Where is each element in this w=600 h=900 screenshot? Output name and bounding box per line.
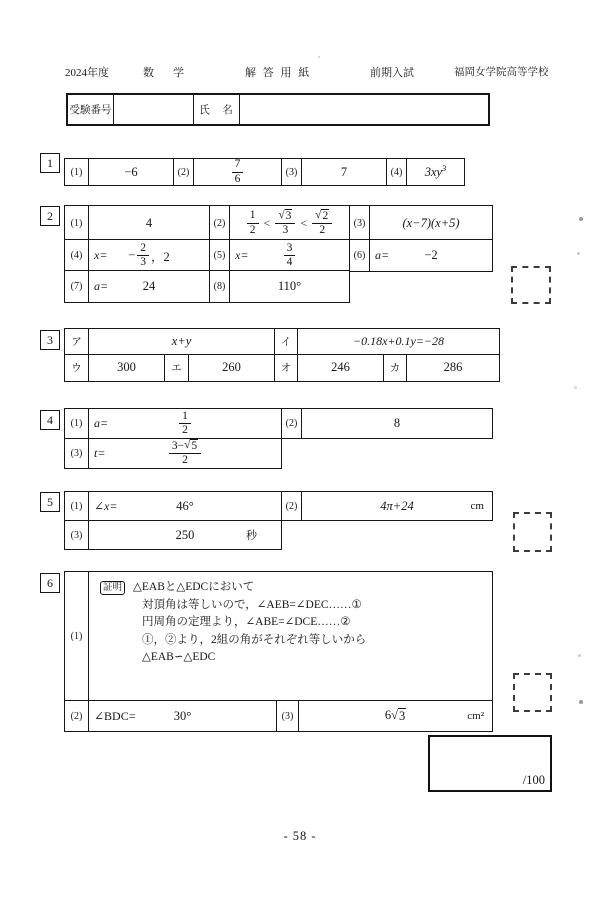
exam-number-label: 受験番号 [68, 95, 114, 124]
s6-q3-label: (3) [276, 701, 298, 731]
score-denominator: /100 [522, 773, 545, 787]
radical-sign: √ [391, 708, 398, 722]
fraction [284, 242, 296, 269]
s1-q1-answer: −6 [88, 159, 173, 185]
s3-d-label: エ [164, 355, 188, 381]
s3-c-answer: 300 [88, 355, 164, 381]
name-field [240, 95, 488, 124]
section-1-marker: 1 [40, 153, 60, 173]
s6-q1-proof [88, 572, 492, 700]
radicand: 5 [191, 439, 198, 452]
s2-q2-label: (2) [209, 206, 229, 240]
answer-value: 24 [142, 279, 156, 293]
section-4-row-1 [64, 408, 493, 439]
name-label: 氏 名 [194, 95, 240, 124]
section-6-marker: 6 [40, 573, 60, 593]
fraction [179, 410, 191, 437]
s4-q1-answer [88, 409, 281, 438]
answer-value [385, 708, 406, 724]
radicand: 3 [398, 709, 406, 723]
s2-q7-answer [88, 271, 209, 302]
answer-prefix: ∠BDC= [94, 708, 136, 723]
s2-q1-answer: 4 [88, 206, 209, 240]
s1-q1-label: (1) [70, 166, 83, 178]
proof-line: △EAB∽△EDC [142, 651, 216, 663]
s5-q3-answer [88, 521, 281, 549]
s6-q1-label: (1) [70, 630, 83, 642]
square-root [278, 209, 292, 223]
s3-e-answer: 246 [297, 355, 383, 381]
square-root [184, 439, 198, 453]
s1-q4-answer [406, 159, 464, 185]
s6-q2-answer [88, 701, 276, 731]
section-5-row-1 [64, 491, 493, 521]
s5-q2-answer [301, 492, 492, 520]
s2-q8-label: (8) [209, 271, 229, 302]
s2-q7-label: (7) [70, 281, 83, 292]
fraction-numerator [169, 439, 201, 454]
s6-q2-label: (2) [70, 710, 83, 722]
section-2-row-3 [64, 270, 350, 303]
answer-value: 30° [173, 708, 192, 723]
unit-label: 秒 [246, 530, 257, 542]
section-2-row-1 [64, 205, 493, 241]
s4-q3-label: (3) [70, 447, 83, 459]
s3-f-label: カ [383, 355, 406, 381]
answer-tail: ，2 [151, 249, 170, 264]
scan-speck [578, 654, 581, 657]
minus-sign: − [128, 248, 136, 262]
stamp-box-dashed [511, 266, 551, 304]
s2-q5-answer [229, 240, 349, 271]
s5-q3-label: (3) [70, 529, 83, 541]
fraction-numerator [312, 209, 332, 224]
radicand: 2 [322, 209, 329, 222]
s3-e-label: オ [274, 355, 297, 381]
scan-speck [318, 56, 320, 58]
section-3-row-1 [64, 328, 500, 355]
header-year: 2024年度 [65, 67, 109, 79]
scan-speck [579, 217, 583, 221]
unit-label: cm [470, 500, 484, 512]
fraction-numerator: 7 [232, 158, 244, 172]
proof-label: 証明 [100, 581, 125, 595]
square-root [391, 708, 406, 724]
proof-line: 円周角の定理より，∠ABE=∠DCE……② [142, 616, 351, 628]
s5-q1-answer [88, 492, 281, 520]
s2-q1-label: (1) [70, 217, 83, 229]
s1-q3-answer: 7 [301, 159, 386, 185]
fraction-denominator: 3 [282, 224, 289, 236]
section-2-row-2 [64, 239, 493, 272]
section-3-marker: 3 [40, 330, 60, 350]
fraction-denominator: 2 [182, 454, 188, 466]
s3-a-answer: x+y [88, 329, 274, 354]
page-number: - 58 - [283, 829, 317, 843]
fraction [312, 209, 332, 237]
s2-q2-answer [229, 206, 349, 240]
coefficient: 6 [384, 708, 392, 722]
section-4-marker: 4 [40, 410, 60, 430]
section-5-marker: 5 [40, 492, 60, 512]
radical-sign: √ [184, 438, 191, 451]
less-than-sign: < [300, 215, 308, 230]
proof-text: △EABと△EDCにおいて [133, 581, 255, 593]
s3-f-answer: 286 [406, 355, 499, 381]
answer-prefix: a= [375, 248, 390, 262]
numerator-text: 3− [171, 439, 185, 452]
answer-prefix: ∠x= [94, 498, 118, 513]
s2-q8-answer: 110° [229, 271, 349, 302]
s1-q3-label: (3) [281, 159, 301, 185]
section-2-marker: 2 [40, 206, 60, 226]
answer-prefix: x= [94, 248, 108, 262]
fraction [169, 439, 201, 467]
section-1-table [64, 158, 465, 186]
s4-q3-answer [88, 439, 281, 468]
fraction [247, 209, 259, 236]
header-subject: 数 学 [143, 67, 188, 79]
answer-prefix: t= [94, 445, 106, 460]
s4-q1-label: (1) [70, 418, 83, 429]
s1-q4-label: (4) [386, 159, 406, 185]
stamp-box-dashed [513, 512, 552, 552]
s3-b-answer: −0.18x+0.1y=−28 [297, 329, 499, 354]
header-exam-type: 前期入試 [370, 67, 414, 79]
fraction-denominator: 4 [286, 256, 293, 268]
s2-q3-label: (3) [349, 206, 369, 240]
proof-line: ①，②より，2組の角がそれぞれ等しいから [142, 633, 367, 646]
s3-a-label: ア [71, 337, 82, 348]
s1-q2-answer [193, 159, 281, 185]
math-expression [425, 163, 447, 180]
s6-q3-answer [298, 701, 492, 731]
expression-base: 3xy [424, 165, 443, 180]
answer-value: 46° [176, 498, 194, 513]
s2-q6-answer [369, 240, 492, 271]
s2-q5-label: (5) [209, 240, 229, 271]
section-3-row-2 [64, 354, 500, 382]
fraction [137, 242, 149, 269]
answer-value: 250 [175, 527, 195, 542]
fraction-denominator: 2 [319, 224, 326, 236]
unit-label: cm² [467, 710, 484, 722]
stamp-box-dashed [513, 673, 552, 712]
fraction-numerator: 1 [247, 209, 259, 223]
proof-line [100, 579, 254, 597]
header-school-name: 福岡女学院高等学校 [454, 67, 549, 78]
fraction [232, 158, 244, 185]
section-6-row-1 [64, 571, 493, 701]
total-score-box [428, 735, 552, 792]
fraction-denominator: 6 [234, 172, 241, 185]
radical-sign: √ [278, 208, 285, 221]
scan-speck [579, 700, 583, 704]
fraction-numerator: 1 [179, 410, 191, 424]
fraction-numerator: 3 [284, 242, 296, 256]
fraction-denominator: 2 [249, 223, 256, 236]
inequality-chain [245, 209, 334, 237]
section-4-row-2 [64, 438, 282, 469]
s3-d-answer: 260 [188, 355, 274, 381]
s2-q4-answer [88, 240, 209, 271]
exam-number-field [114, 95, 194, 124]
s5-q1-label: (1) [70, 500, 83, 512]
square-root [315, 209, 329, 223]
examinee-info-box [66, 93, 490, 126]
scan-speck [577, 252, 580, 255]
answer-prefix: a= [94, 279, 109, 293]
proof-line: 対頂角は等しいので，∠AEB=∠DEC……① [142, 598, 362, 611]
s4-q2-answer: 8 [301, 409, 492, 438]
answer-prefix: x= [235, 248, 249, 262]
section-5-row-2 [64, 520, 282, 550]
fraction-numerator [275, 209, 295, 224]
fraction [275, 209, 295, 237]
s4-q2-label: (2) [281, 409, 301, 438]
fraction-denominator: 3 [140, 256, 147, 268]
answer-value: −2 [424, 248, 438, 262]
fraction-numerator: 2 [137, 242, 149, 256]
s5-q2-label: (2) [281, 492, 301, 520]
s2-q3-answer: (x−7)(x+5) [369, 206, 492, 240]
s1-q2-label: (2) [173, 159, 193, 185]
radical-sign: √ [315, 208, 322, 221]
s2-q4-label: (4) [70, 250, 83, 261]
s3-c-label: ウ [71, 363, 82, 374]
radicand: 3 [285, 209, 292, 222]
less-than-sign: < [263, 215, 271, 230]
fraction-denominator: 2 [182, 424, 188, 436]
expression-exponent: 3 [442, 163, 447, 174]
section-6-row-2 [64, 700, 493, 732]
answer-value: 4π+24 [380, 498, 414, 513]
header-doc-title: 解 答 用 紙 [245, 67, 312, 79]
s2-q6-label: (6) [349, 240, 369, 271]
answer-prefix: a= [94, 416, 109, 430]
s3-b-label: イ [274, 329, 297, 354]
scan-speck [574, 386, 577, 389]
